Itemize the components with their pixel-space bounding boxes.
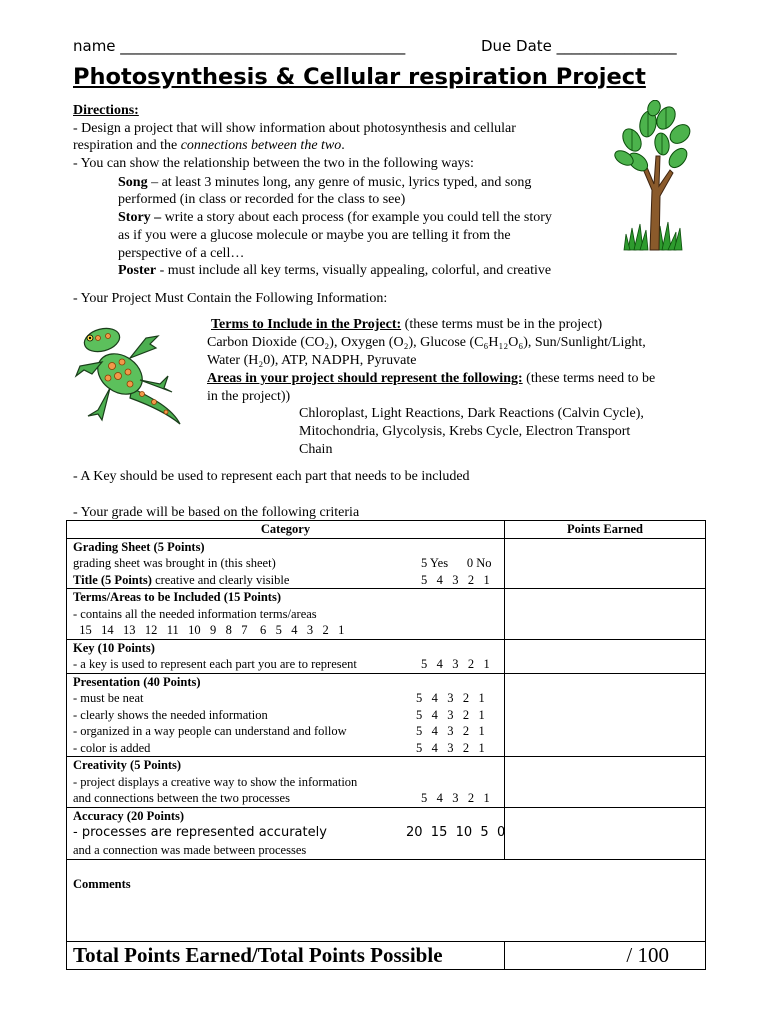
title-criteria-points: 5 4 3 2 1 — [421, 572, 490, 587]
table-header-row — [67, 521, 706, 539]
table-row — [67, 589, 706, 640]
option-poster: Poster - must include all key terms, visually appealing, colorful, and creative — [118, 263, 552, 278]
page-title: Photosynthesis & Cellular respiration Project — [73, 64, 646, 90]
title-criteria-label: Title (5 Points) — [73, 572, 152, 587]
option-song: Song – at least 3 minutes long, any genre of music, lyrics typed, and song — [118, 175, 532, 190]
total-row — [67, 941, 706, 969]
presentation-line-2 — [73, 707, 504, 724]
terms-criteria-desc: - contains all the needed information terms/areas — [73, 606, 317, 621]
directions-heading: Directions: — [73, 103, 139, 118]
must-contain-line: - Your Project Must Contain the Following Information: — [73, 291, 388, 306]
grading-sheet-desc: grading sheet was brought in (this sheet) — [73, 556, 276, 570]
name-field-label: name ______________________________________ — [73, 37, 406, 55]
points-earned-cell[interactable] — [504, 673, 705, 757]
terms-line-1: Carbon Dioxide (CO₂), Oxygen (O₂), Glucose (C₆H₁₂O₆), Sun/Sunlight/Light, — [207, 335, 646, 350]
terms-criteria-points: 15 14 13 12 11 10 9 8 7 6 5 4 3 2 1 — [73, 623, 345, 637]
table-row — [67, 538, 706, 589]
due-date-field-label: Due Date ________________ — [481, 37, 677, 55]
terms-criteria-title: Terms/Areas to be Included (15 Points) — [73, 590, 281, 604]
grade-criteria-line: - Your grade will be based on the following criteria — [73, 505, 360, 520]
grading-sheet-points: 5 Yes 0 No — [421, 556, 492, 570]
areas-heading-cont: in the project)) — [207, 389, 291, 404]
creativity-points: 5 4 3 2 1 — [421, 791, 490, 805]
presentation-desc-1: - must be neat — [73, 691, 144, 705]
key-criteria-line — [73, 656, 504, 673]
presentation-desc-3: - organized in a way people can understand and follow — [73, 724, 347, 738]
comments-row — [67, 859, 706, 941]
directions-line-1: - Design a project that will show information about photosynthesis and cellular — [73, 121, 516, 136]
creativity-line-2 — [73, 790, 504, 807]
comments-label: Comments — [73, 876, 131, 891]
total-label: Total Points Earned/Total Points Possible — [67, 941, 505, 969]
table-row — [67, 673, 706, 757]
grading-sheet-title: Grading Sheet (5 Points) — [73, 539, 205, 554]
presentation-points-3: 5 4 3 2 1 — [416, 724, 485, 738]
points-earned-cell[interactable] — [504, 757, 705, 808]
presentation-desc-4: - color is added — [73, 740, 151, 755]
key-line: - A Key should be used to represent each part that needs to be included — [73, 469, 470, 484]
presentation-title: Presentation (40 Points) — [73, 674, 201, 689]
table-row — [67, 757, 706, 808]
areas-line-3: Chain — [299, 442, 333, 457]
creativity-desc-1: - project displays a creative way to show the information — [73, 774, 358, 789]
points-earned-cell[interactable] — [504, 807, 705, 859]
presentation-line-4 — [73, 740, 504, 757]
title-criteria-desc: creative and clearly visible — [151, 572, 290, 587]
option-song-cont: performed (in class or recorded for the class to see) — [118, 192, 406, 207]
terms-heading: Terms to Include in the Project: (these terms must be in the project) — [211, 317, 603, 332]
key-criteria-points: 5 4 3 2 1 — [421, 657, 490, 671]
creativity-title: Creativity (5 Points) — [73, 758, 182, 772]
grading-table — [66, 520, 706, 970]
title-criteria-line — [73, 572, 504, 589]
total-value[interactable]: / 100 — [504, 941, 705, 969]
areas-line-2: Mitochondria, Glycolysis, Krebs Cycle, Electron Transport — [299, 424, 631, 439]
directions-line-3: - You can show the relationship between the two in the following ways: — [73, 156, 474, 171]
table-row — [67, 639, 706, 673]
directions-line-2: respiration and the connections between the two. — [73, 138, 345, 153]
key-criteria-title: Key (10 Points) — [73, 640, 155, 655]
accuracy-desc-2: and a connection was made between processes — [73, 843, 307, 857]
accuracy-points: 20 15 10 5 0 — [406, 825, 506, 840]
presentation-line-3 — [73, 723, 504, 740]
comments-cell[interactable] — [67, 859, 706, 941]
presentation-points-2: 5 4 3 2 1 — [416, 707, 485, 722]
accuracy-desc-1: - processes are represented accurately — [73, 825, 327, 840]
areas-line-1: Chloroplast, Light Reactions, Dark Reactions (Calvin Cycle), — [299, 406, 644, 421]
presentation-points-4: 5 4 3 2 1 — [416, 740, 485, 755]
presentation-desc-2: - clearly shows the needed information — [73, 707, 268, 722]
key-criteria-desc: - a key is used to represent each part you are to represent — [73, 657, 357, 671]
tree-icon — [610, 100, 692, 252]
presentation-line-1 — [73, 690, 504, 707]
creativity-desc-2: and connections between the two processes — [73, 791, 290, 805]
areas-heading: Areas in your project should represent the following: (these terms need to be — [207, 371, 656, 386]
points-earned-cell[interactable] — [504, 538, 705, 589]
grading-sheet-line — [73, 555, 504, 572]
option-story-cont-2: perspective of a cell… — [118, 246, 245, 261]
terms-line-2: Water (H₂0), ATP, NADPH, Pyruvate — [207, 353, 417, 368]
points-earned-header: Points Earned — [504, 521, 705, 539]
table-row — [67, 807, 706, 859]
option-story-cont-1: as if you were a glucose molecule or maybe you are telling it from the — [118, 228, 511, 243]
accuracy-line-1 — [73, 824, 504, 842]
points-earned-cell[interactable] — [504, 589, 705, 640]
lizard-icon — [72, 318, 187, 430]
option-story: Story – write a story about each process (for example you could tell the story — [118, 210, 552, 225]
accuracy-title: Accuracy (20 Points) — [73, 808, 185, 823]
presentation-points-1: 5 4 3 2 1 — [416, 691, 485, 705]
points-earned-cell[interactable] — [504, 639, 705, 673]
category-header: Category — [67, 521, 505, 539]
